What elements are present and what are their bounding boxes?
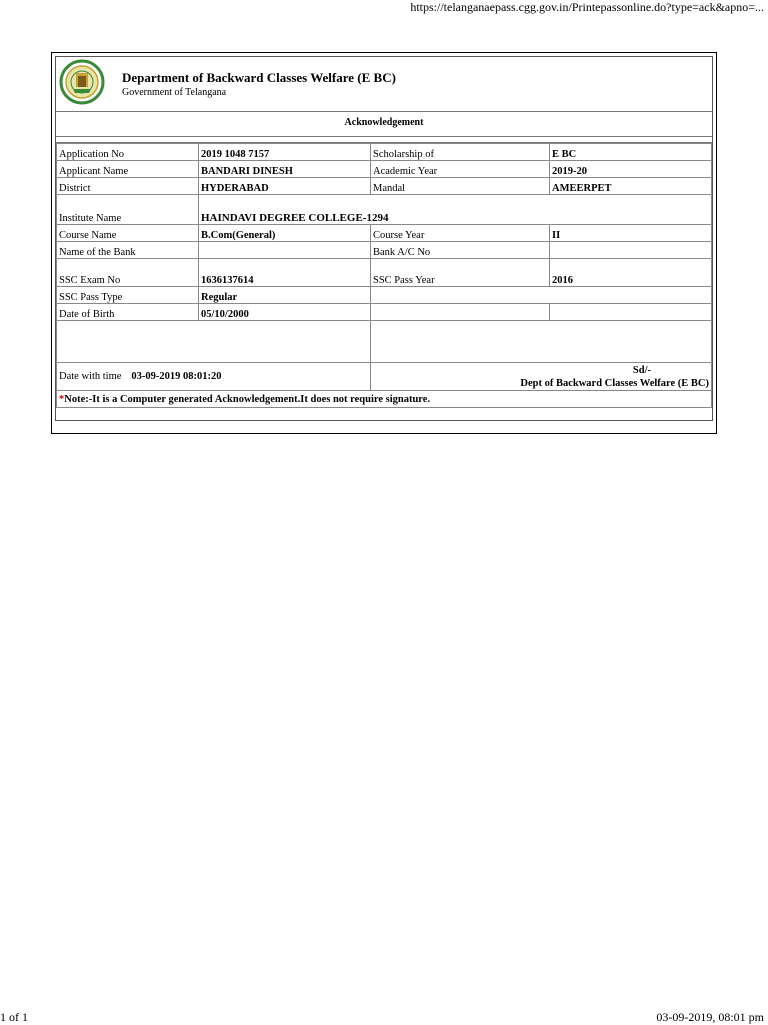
ssc-pass-type-label: SSC Pass Type: [57, 287, 199, 304]
ssc-exam-no-label: SSC Exam No: [57, 259, 199, 287]
blank-cell: [57, 321, 371, 363]
table-row: [57, 242, 712, 259]
acknowledgement-title-bar: [56, 112, 712, 137]
acknowledgement-title: Acknowledgement: [344, 117, 424, 128]
applicant-name-label: Applicant Name: [57, 161, 199, 178]
scholarship-label: Scholarship of: [371, 144, 550, 161]
bank-name-value: [199, 242, 371, 259]
date-time-value: 03-09-2019 08:01:20: [131, 371, 222, 382]
page-count: 1 of 1: [0, 1010, 28, 1024]
signature-mark: Sd/-: [632, 364, 651, 376]
department-title: Department of Backward Classes Welfare (E BC): [122, 70, 396, 85]
table-row: [57, 363, 712, 391]
course-name-label: Course Name: [57, 225, 199, 242]
bank-account-label: Bank A/C No: [371, 242, 550, 259]
academic-year-value: 2019-20: [550, 161, 712, 178]
empty-cell: [371, 287, 712, 304]
date-time-label: Date with time: [59, 371, 122, 382]
table-row: [57, 287, 712, 304]
applicant-name-value: BANDARI DINESH: [199, 161, 371, 178]
note-asterisk: *: [59, 393, 65, 405]
mandal-value: AMEERPET: [550, 178, 712, 195]
application-no-label: Application No: [57, 144, 199, 161]
ssc-exam-no-value: 1636137614: [199, 259, 371, 287]
course-name-value: B.Com(General): [199, 225, 371, 242]
table-row: [57, 391, 712, 408]
acknowledgement-panel: [55, 56, 713, 421]
table-row: [57, 195, 712, 225]
department-header: [56, 57, 712, 112]
ssc-pass-type-value: Regular: [199, 287, 371, 304]
table-row: [57, 225, 712, 242]
signature-cell: [371, 363, 712, 391]
table-row: [57, 321, 712, 363]
acknowledgement-frame: [51, 52, 717, 434]
table-row: [57, 178, 712, 195]
table-row: [57, 259, 712, 287]
table-row: [57, 161, 712, 178]
institute-name-label: Institute Name: [57, 195, 199, 225]
mandal-label: Mandal: [371, 178, 550, 195]
scholarship-value: E BC: [550, 144, 712, 161]
note-cell: [57, 391, 712, 408]
empty-cell: [550, 304, 712, 321]
print-url: https://telanganaepass.cgg.gov.in/Printepassonline.do?type=ack&apno=...: [410, 0, 764, 14]
bank-account-value: [550, 242, 712, 259]
institute-name-value: HAINDAVI DEGREE COLLEGE-1294: [199, 195, 712, 225]
date-time-cell: [57, 363, 371, 391]
computer-generated-note: Note:-It is a Computer generated Acknowledgement.It does not require signature.: [64, 393, 431, 405]
academic-year-label: Academic Year: [371, 161, 550, 178]
district-label: District: [57, 178, 199, 195]
ssc-pass-year-value: 2016: [550, 259, 712, 287]
table-row: [57, 304, 712, 321]
empty-cell: [371, 304, 550, 321]
bank-name-label: Name of the Bank: [57, 242, 199, 259]
signature-department: Dept of Backward Classes Welfare (E BC): [520, 377, 709, 389]
table-row: [57, 144, 712, 161]
ssc-pass-year-label: SSC Pass Year: [371, 259, 550, 287]
applicant-details-table: [56, 143, 712, 408]
government-subtitle: Government of Telangana: [122, 87, 227, 98]
telangana-emblem-icon: [59, 59, 105, 105]
application-no-value: 2019 1048 7157: [199, 144, 371, 161]
date-of-birth-value: 05/10/2000: [199, 304, 371, 321]
course-year-label: Course Year: [371, 225, 550, 242]
print-datetime: 03-09-2019, 08:01 pm: [656, 1010, 764, 1024]
date-of-birth-label: Date of Birth: [57, 304, 199, 321]
blank-cell: [371, 321, 712, 363]
district-value: HYDERABAD: [199, 178, 371, 195]
course-year-value: II: [550, 225, 712, 242]
